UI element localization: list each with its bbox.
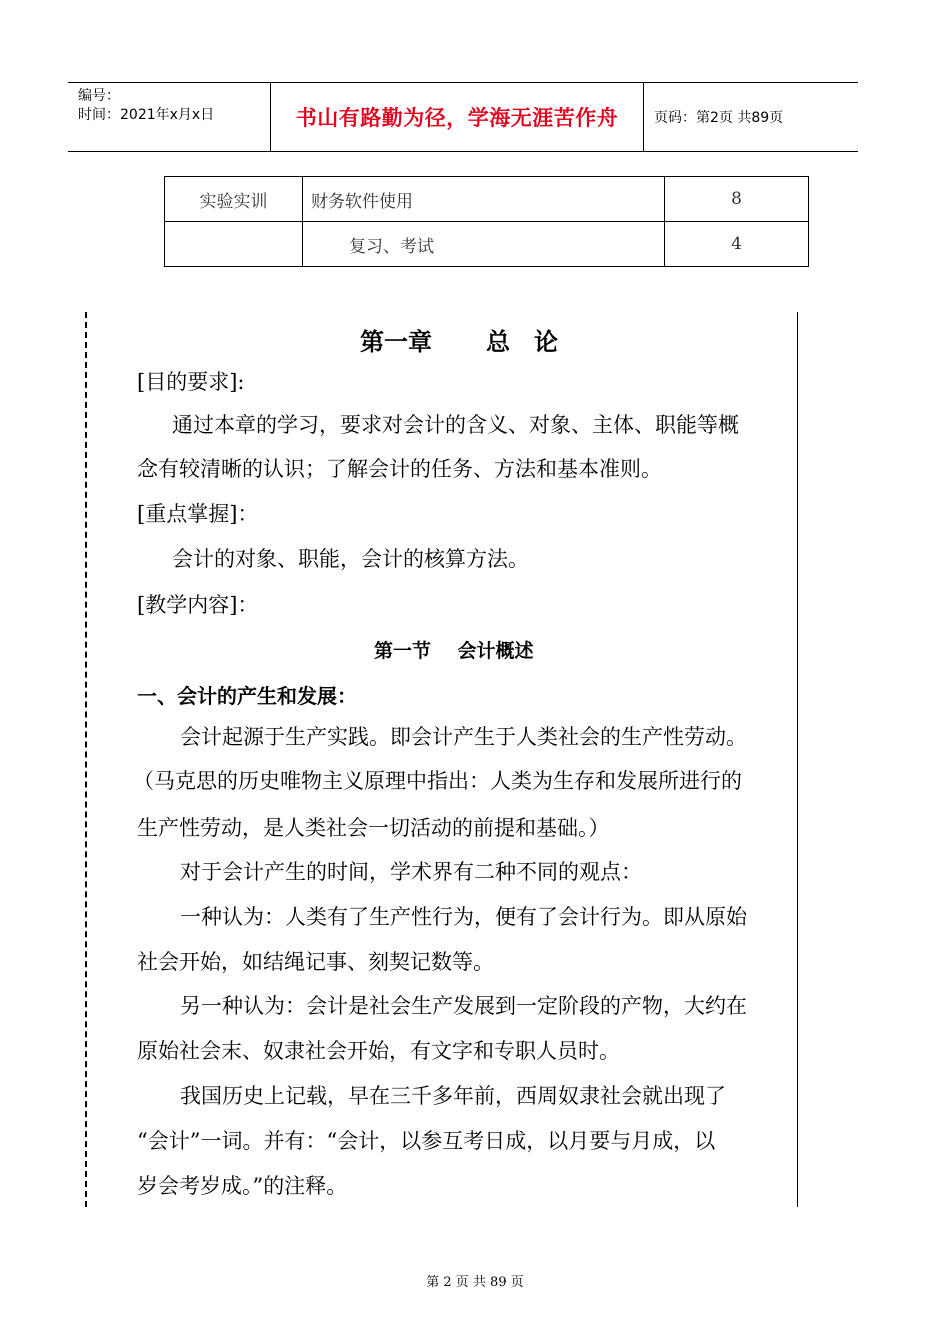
table-cell-category: 实验实训: [165, 177, 303, 222]
paragraph-line: 另一种认为：会计是社会生产发展到一定阶段的产物，大约在: [180, 994, 747, 1018]
page-header: [68, 82, 858, 152]
paragraph-line: “会计”一词。并有：“会计，以参互考日成，以月要与月成，以: [137, 1129, 716, 1153]
table-cell-hours: 4: [665, 222, 809, 267]
paragraph-line: （马克思的历史唯物主义原理中指出：人类为生存和发展所进行的: [133, 769, 742, 793]
paragraph-line: 会计的对象、职能，会计的核算方法。: [172, 547, 529, 571]
objective-label: [目的要求]:: [137, 370, 245, 394]
header-meta: [78, 87, 268, 125]
header-motto: 书山有路勤为径，学海无涯苦作舟: [295, 105, 619, 130]
key-points-label: [重点掌握]：: [137, 502, 259, 526]
course-hours-table: [164, 176, 809, 267]
document-time: 时间：2021年x月x日: [78, 107, 215, 123]
table-row: [165, 222, 809, 267]
table-cell-content: 财务软件使用: [303, 177, 665, 222]
chapter-title-word-2: 论: [534, 327, 558, 356]
chapter-title-word-1: 总: [486, 327, 510, 356]
paragraph-line: 一种认为：人类有了生产性行为，便有了会计行为。即从原始: [180, 905, 747, 929]
table-cell-category: [165, 222, 303, 267]
table-cell-content: 复习、考试: [303, 222, 665, 267]
paragraph-line: 念有较清晰的认识；了解会计的任务、方法和基本准则。: [137, 457, 662, 481]
right-margin-line: [797, 312, 798, 1207]
paragraph-line: 原始社会末、奴隶社会开始，有文字和专职人员时。: [137, 1039, 620, 1063]
paragraph-line: 岁会考岁成。”的注释。: [137, 1174, 348, 1198]
table-row: [165, 177, 809, 222]
binding-margin-dashed-line: [85, 312, 87, 1207]
document-number-label: 编号：: [78, 88, 120, 104]
paragraph-line: 社会开始，如结绳记事、刻契记数等。: [137, 950, 494, 974]
paragraph-line: 对于会计产生的时间，学术界有二种不同的观点：: [180, 860, 642, 884]
paragraph-line: 我国历史上记载，早在三千多年前，西周奴隶社会就出现了: [180, 1084, 726, 1108]
section-title: 第一节 会计概述: [374, 640, 534, 662]
paragraph-line: 通过本章的学习，要求对会计的含义、对象、主体、职能等概: [172, 413, 739, 437]
subsection-title: 一、会计的产生和发展：: [137, 684, 357, 708]
paragraph-line: 会计起源于生产实践。即会计产生于人类社会的生产性劳动。: [180, 725, 747, 749]
chapter-title: [360, 322, 558, 357]
paragraph-line: 生产性劳动，是人类社会一切活动的前提和基础。）: [137, 816, 610, 840]
table-cell-hours: 8: [665, 177, 809, 222]
chapter-number: 第一章: [360, 327, 432, 356]
header-divider: [643, 83, 644, 151]
content-label: [教学内容]：: [137, 593, 259, 617]
header-page-info: 页码：第2页 共89页: [654, 110, 784, 126]
page-footer: 第 2 页 共 89 页: [426, 1275, 524, 1290]
